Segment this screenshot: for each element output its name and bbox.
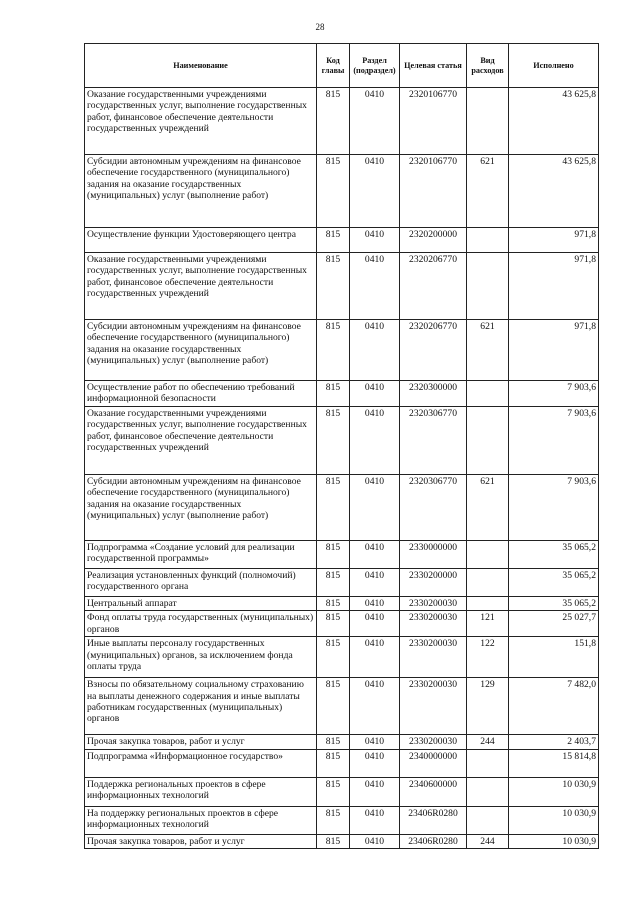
table-row <box>85 735 599 749</box>
cell-name: Реализация установленных функций (полномочий) государственного органа <box>85 569 317 597</box>
cell-code: 815 <box>317 228 350 253</box>
cell-section: 0410 <box>350 806 400 834</box>
cell-done: 7 482,0 <box>509 678 599 735</box>
cell-code: 815 <box>317 777 350 806</box>
header-type: Вид расходов <box>467 44 509 88</box>
cell-article: 2340000000 <box>400 749 467 777</box>
cell-section: 0410 <box>350 611 400 637</box>
table-body <box>85 88 599 849</box>
cell-article: 2320106770 <box>400 88 467 155</box>
cell-section: 0410 <box>350 834 400 848</box>
cell-code: 815 <box>317 834 350 848</box>
cell-done: 7 903,6 <box>509 407 599 475</box>
cell-name: Оказание государственными учреждениями государственных услуг, выполнение государственных работ, финансовое обеспечение деятельности государственных учреждений <box>85 253 317 320</box>
cell-section: 0410 <box>350 678 400 735</box>
cell-type <box>467 749 509 777</box>
cell-code: 815 <box>317 678 350 735</box>
cell-section: 0410 <box>350 569 400 597</box>
cell-article: 2320106770 <box>400 155 467 228</box>
table-row <box>85 777 599 806</box>
cell-name: Взносы по обязательному социальному страхованию на выплаты денежного содержания и иные выплаты работникам государственных (муниципальных) органов <box>85 678 317 735</box>
cell-article: 2320306770 <box>400 407 467 475</box>
table-row <box>85 597 599 611</box>
cell-type: 244 <box>467 834 509 848</box>
cell-name: Субсидии автономным учреждениям на финансовое обеспечение государственного (муниципального) задания на оказание государственных (муниципальных) услуг (выполнение работ) <box>85 155 317 228</box>
cell-name: Оказание государственными учреждениями государственных услуг, выполнение государственных работ, финансовое обеспечение деятельности государственных учреждений <box>85 88 317 155</box>
table-row <box>85 320 599 381</box>
cell-name: Осуществление функции Удостоверяющего центра <box>85 228 317 253</box>
cell-article: 2330200030 <box>400 597 467 611</box>
header-section: Раздел (подраздел) <box>350 44 400 88</box>
cell-type: 244 <box>467 735 509 749</box>
table-row <box>85 88 599 155</box>
cell-section: 0410 <box>350 735 400 749</box>
table-header-row <box>85 44 599 88</box>
header-article: Целевая статья <box>400 44 467 88</box>
cell-code: 815 <box>317 569 350 597</box>
cell-article: 2330200030 <box>400 735 467 749</box>
cell-type <box>467 88 509 155</box>
cell-section: 0410 <box>350 253 400 320</box>
cell-name: Подпрограмма «Информационное государство» <box>85 749 317 777</box>
cell-code: 815 <box>317 611 350 637</box>
cell-done: 971,8 <box>509 320 599 381</box>
cell-code: 815 <box>317 597 350 611</box>
cell-code: 815 <box>317 155 350 228</box>
cell-type <box>467 569 509 597</box>
cell-type: 621 <box>467 155 509 228</box>
table-row <box>85 749 599 777</box>
cell-section: 0410 <box>350 597 400 611</box>
cell-type: 621 <box>467 320 509 381</box>
cell-article: 2330200030 <box>400 678 467 735</box>
cell-type <box>467 597 509 611</box>
cell-name: Прочая закупка товаров, работ и услуг <box>85 834 317 848</box>
cell-article: 2320206770 <box>400 320 467 381</box>
cell-code: 815 <box>317 735 350 749</box>
cell-section: 0410 <box>350 637 400 678</box>
cell-type <box>467 253 509 320</box>
cell-code: 815 <box>317 320 350 381</box>
cell-name: Прочая закупка товаров, работ и услуг <box>85 735 317 749</box>
cell-section: 0410 <box>350 320 400 381</box>
cell-type <box>467 407 509 475</box>
cell-section: 0410 <box>350 88 400 155</box>
table-row <box>85 834 599 848</box>
cell-section: 0410 <box>350 541 400 569</box>
cell-section: 0410 <box>350 475 400 541</box>
table-row <box>85 637 599 678</box>
cell-code: 815 <box>317 253 350 320</box>
cell-code: 815 <box>317 806 350 834</box>
cell-done: 35 065,2 <box>509 569 599 597</box>
cell-section: 0410 <box>350 228 400 253</box>
cell-article: 2330200030 <box>400 611 467 637</box>
cell-name: Центральный аппарат <box>85 597 317 611</box>
cell-done: 7 903,6 <box>509 381 599 407</box>
cell-article: 2320300000 <box>400 381 467 407</box>
cell-section: 0410 <box>350 407 400 475</box>
cell-done: 971,8 <box>509 253 599 320</box>
cell-name: Подпрограмма «Создание условий для реализации государственной программы» <box>85 541 317 569</box>
cell-type <box>467 541 509 569</box>
cell-type: 621 <box>467 475 509 541</box>
cell-done: 10 030,9 <box>509 834 599 848</box>
table-row <box>85 541 599 569</box>
cell-type <box>467 228 509 253</box>
cell-section: 0410 <box>350 381 400 407</box>
cell-name: Субсидии автономным учреждениям на финансовое обеспечение государственного (муниципального) задания на оказание государственных (муниципальных) услуг (выполнение работ) <box>85 320 317 381</box>
table-row <box>85 569 599 597</box>
table-row <box>85 611 599 637</box>
cell-code: 815 <box>317 749 350 777</box>
cell-code: 815 <box>317 407 350 475</box>
cell-name: Субсидии автономным учреждениям на финансовое обеспечение государственного (муниципального) задания на оказание государственных (муниципальных) услуг (выполнение работ) <box>85 475 317 541</box>
cell-done: 2 403,7 <box>509 735 599 749</box>
cell-done: 10 030,9 <box>509 777 599 806</box>
cell-name: Оказание государственными учреждениями государственных услуг, выполнение государственных работ, финансовое обеспечение деятельности государственных учреждений <box>85 407 317 475</box>
cell-article: 2330000000 <box>400 541 467 569</box>
cell-type <box>467 806 509 834</box>
cell-done: 35 065,2 <box>509 541 599 569</box>
cell-type: 122 <box>467 637 509 678</box>
cell-code: 815 <box>317 475 350 541</box>
cell-done: 15 814,8 <box>509 749 599 777</box>
cell-name: На поддержку региональных проектов в сфере информационных технологий <box>85 806 317 834</box>
cell-article: 2330200030 <box>400 637 467 678</box>
table-row <box>85 381 599 407</box>
cell-done: 7 903,6 <box>509 475 599 541</box>
cell-section: 0410 <box>350 749 400 777</box>
table-row <box>85 806 599 834</box>
cell-article: 2340600000 <box>400 777 467 806</box>
cell-article: 2320206770 <box>400 253 467 320</box>
page-number: 28 <box>315 22 325 32</box>
cell-name: Осуществление работ по обеспечению требований информационной безопасности <box>85 381 317 407</box>
table-row <box>85 253 599 320</box>
budget-table <box>84 43 599 849</box>
cell-section: 0410 <box>350 155 400 228</box>
table-row <box>85 228 599 253</box>
cell-code: 815 <box>317 381 350 407</box>
cell-code: 815 <box>317 88 350 155</box>
cell-name: Поддержка региональных проектов в сфере информационных технологий <box>85 777 317 806</box>
table-row <box>85 407 599 475</box>
cell-code: 815 <box>317 541 350 569</box>
cell-done: 43 625,8 <box>509 88 599 155</box>
cell-done: 25 027,7 <box>509 611 599 637</box>
cell-type <box>467 381 509 407</box>
cell-done: 151,8 <box>509 637 599 678</box>
cell-name: Иные выплаты персоналу государственных (муниципальных) органов, за исключением фонда оплаты труда <box>85 637 317 678</box>
table-row <box>85 678 599 735</box>
table-row <box>85 475 599 541</box>
header-code: Код главы <box>317 44 350 88</box>
cell-type: 129 <box>467 678 509 735</box>
cell-type: 121 <box>467 611 509 637</box>
cell-article: 2320200000 <box>400 228 467 253</box>
cell-article: 23406R0280 <box>400 834 467 848</box>
table-row <box>85 155 599 228</box>
cell-done: 971,8 <box>509 228 599 253</box>
cell-code: 815 <box>317 637 350 678</box>
cell-done: 43 625,8 <box>509 155 599 228</box>
cell-article: 2320306770 <box>400 475 467 541</box>
cell-section: 0410 <box>350 777 400 806</box>
cell-name: Фонд оплаты труда государственных (муниципальных) органов <box>85 611 317 637</box>
cell-article: 2330200000 <box>400 569 467 597</box>
cell-article: 23406R0280 <box>400 806 467 834</box>
header-done: Исполнено <box>509 44 599 88</box>
cell-done: 35 065,2 <box>509 597 599 611</box>
cell-done: 10 030,9 <box>509 806 599 834</box>
cell-type <box>467 777 509 806</box>
header-name: Наименование <box>85 44 317 88</box>
